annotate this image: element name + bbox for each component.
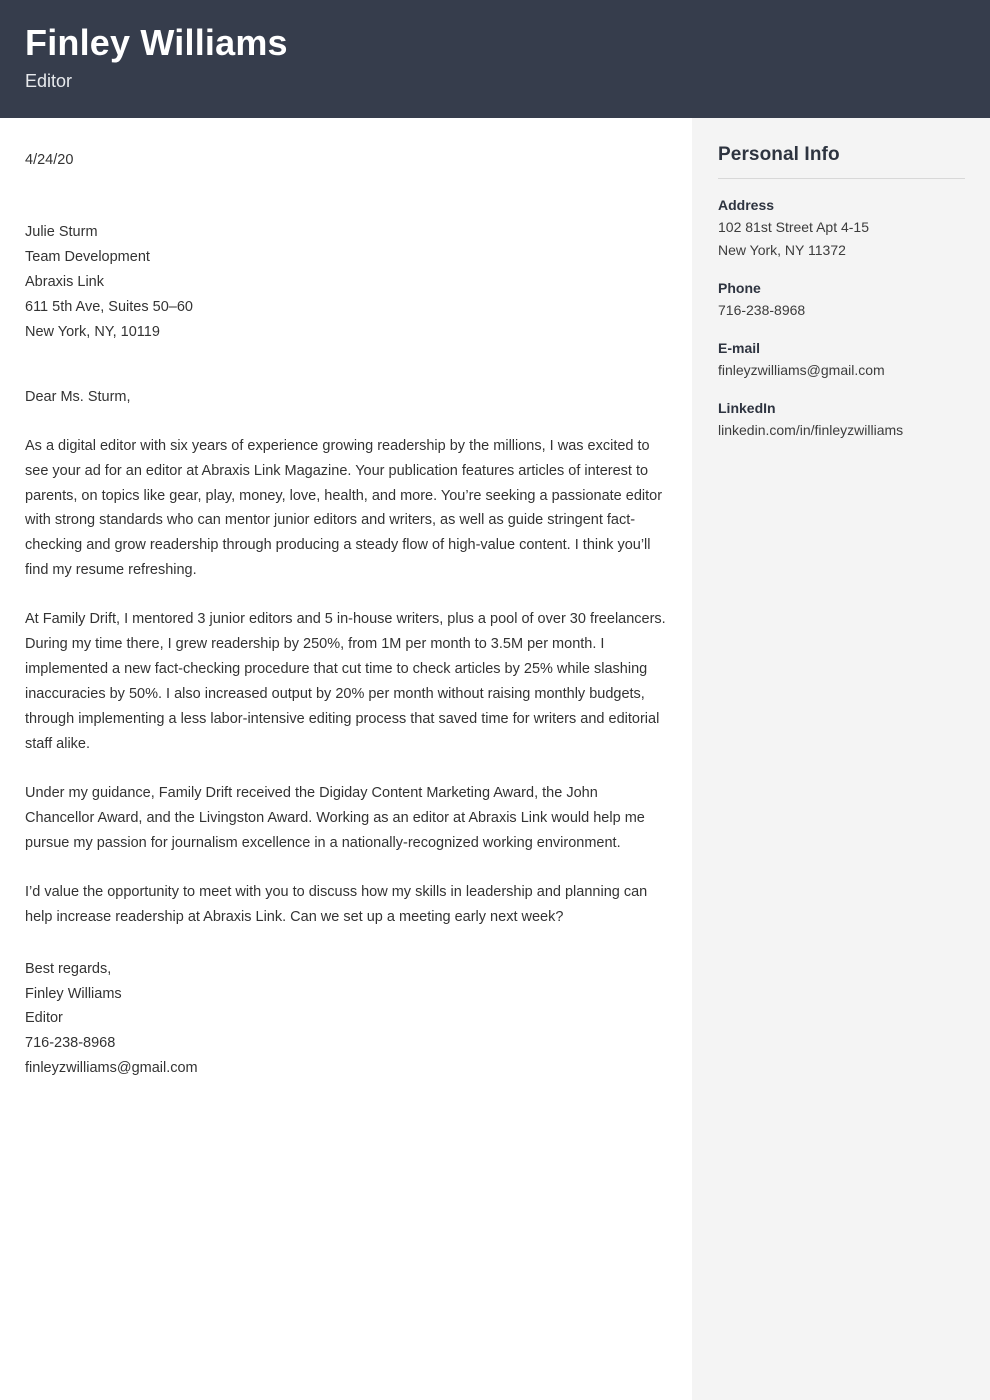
letter-paragraph: I’d value the opportunity to meet with you to discuss how my skills in leadership and planning can help increase readership at Abraxis Link. Can we set up a meeting early next week?	[25, 883, 648, 925]
sidebar-field-value: 716-238-8968	[718, 301, 806, 318]
recipient-line: 611 5th Ave, Suites 50–60	[25, 298, 193, 315]
sidebar-field-phone	[718, 278, 965, 322]
sidebar-field-label: E-mail	[718, 339, 761, 356]
applicant-name: Finley Williams	[25, 22, 288, 63]
recipient-line: Abraxis Link	[25, 273, 104, 290]
signature-job-title: Editor	[25, 1010, 63, 1027]
sidebar-field-linkedin	[718, 398, 965, 442]
signature-name: Finley Williams	[25, 985, 122, 1002]
letter-body	[25, 434, 667, 930]
closing-salutation: Best regards,	[25, 960, 112, 977]
sidebar-field-value: finleyzwilliams@gmail.com	[718, 361, 885, 378]
document-header	[0, 0, 990, 118]
letter-paragraph: At Family Drift, I mentored 3 junior editors and 5 in-house writers, plus a pool of over 30 freelancers. During my time there, I grew readership by 250%, from 1M per month to 3.5M per month. I implemented a new fact-checking procedure that cut time to check articles by 25% while slashing inaccuracies by 50%. I also increased output by 20% per month without raising monthly budgets, through implementing a less labor-intensive editing process that saved time for writers and editorial staff alike.	[25, 611, 666, 752]
signature-phone: 716-238-8968	[25, 1035, 116, 1052]
letter-signature-block	[25, 957, 667, 1082]
sidebar-field-email	[718, 338, 965, 382]
recipient-line: Team Development	[25, 248, 150, 265]
letter-paragraph: Under my guidance, Family Drift received the Digiday Content Marketing Award, the John Chancellor Award, and the Livingston Award. Working as an editor at Abraxis Link would help me pursue my passion for journalism excellence in a nationally-recognized working environment.	[25, 784, 645, 851]
letter-date: 4/24/20	[25, 152, 74, 168]
applicant-job-title: Editor	[25, 71, 73, 92]
sidebar-heading: Personal Info	[718, 144, 840, 165]
letter-column	[0, 118, 692, 1400]
recipient-line: New York, NY, 10119	[25, 323, 160, 340]
sidebar-field-label: Address	[718, 196, 775, 213]
signature-email: finleyzwilliams@gmail.com	[25, 1060, 198, 1077]
sidebar-field-value: 102 81st Street Apt 4-15	[718, 218, 869, 235]
sidebar-field-label: Phone	[718, 279, 761, 296]
sidebar-field-value: New York, NY 11372	[718, 241, 846, 258]
letter-salutation: Dear Ms. Sturm,	[25, 388, 131, 405]
document-content	[0, 118, 990, 1400]
recipient-address-block	[25, 220, 667, 345]
sidebar-field-label: LinkedIn	[718, 399, 776, 416]
sidebar-field-address	[718, 195, 965, 262]
sidebar-divider	[718, 178, 965, 179]
sidebar-field-value: linkedin.com/in/finleyzwilliams	[718, 421, 904, 438]
personal-info-sidebar	[692, 118, 990, 1400]
recipient-line: Julie Sturm	[25, 224, 98, 241]
letter-paragraph: As a digital editor with six years of experience growing readership by the millions, I was excited to see your ad for an editor at Abraxis Link Magazine. Your publication features articles of interest to parents, on topics like gear, play, money, love, health, and more. You’re seeking a passionate editor with strong standards who can mentor junior editors and writers, as well as guide stringent fact-checking and grow readership through producing a steady flow of high-value content. I think you’ll find my resume refreshing.	[25, 437, 663, 579]
